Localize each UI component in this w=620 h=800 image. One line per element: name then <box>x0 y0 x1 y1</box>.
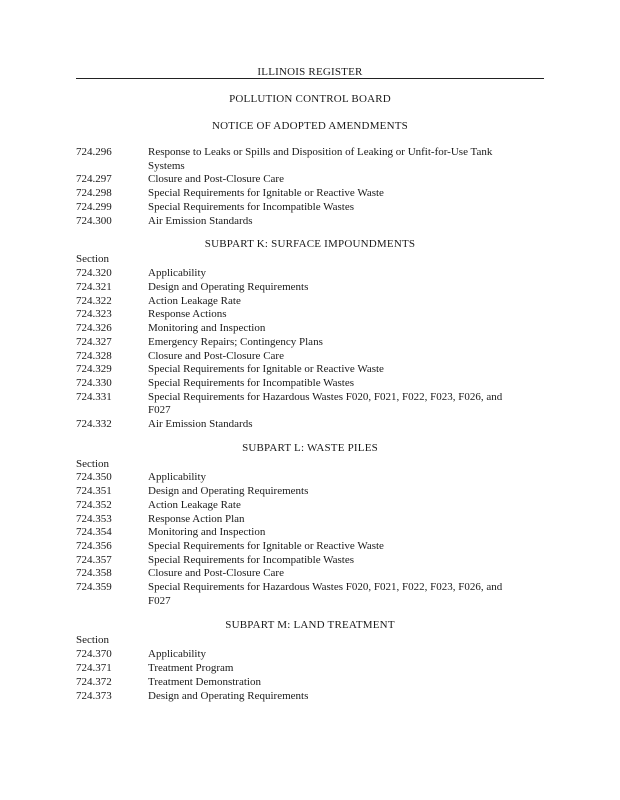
section-number: 724.326 <box>76 322 112 334</box>
section-title: Design and Operating Requirements <box>148 690 309 702</box>
section-number: 724.332 <box>76 418 112 430</box>
list-item-continuation <box>0 594 620 608</box>
section-title-cont: F027 <box>148 404 171 416</box>
list-item <box>0 280 620 294</box>
list-item <box>0 172 620 186</box>
list-item <box>0 214 620 228</box>
list-item-continuation <box>0 159 620 173</box>
section-title: Action Leakage Rate <box>148 499 241 511</box>
list-item <box>0 145 620 159</box>
section-title: Closure and Post-Closure Care <box>148 173 284 185</box>
section-title: Special Requirements for Ignitable or Reactive Waste <box>148 187 384 199</box>
list-item <box>0 647 620 661</box>
list-item <box>0 307 620 321</box>
section-title: Closure and Post-Closure Care <box>148 350 284 362</box>
section-label-row <box>0 633 620 647</box>
register-header: ILLINOIS REGISTER <box>257 66 363 78</box>
section-label: Section <box>76 253 109 265</box>
list-item <box>0 376 620 390</box>
notice-title: NOTICE OF ADOPTED AMENDMENTS <box>212 120 408 132</box>
list-item <box>0 470 620 484</box>
section-title: Special Requirements for Hazardous Wastes F020, F021, F022, F023, F026, and <box>148 581 503 593</box>
header-rule <box>76 78 544 79</box>
board-title: POLLUTION CONTROL BOARD <box>229 93 391 105</box>
section-number: 724.331 <box>76 391 112 403</box>
section-number: 724.359 <box>76 581 112 593</box>
section-title-cont: Systems <box>148 160 185 172</box>
section-title: Closure and Post-Closure Care <box>148 567 284 579</box>
section-number: 724.356 <box>76 540 112 552</box>
list-item <box>0 525 620 539</box>
section-number: 724.321 <box>76 281 112 293</box>
section-title: Action Leakage Rate <box>148 295 241 307</box>
section-title: Special Requirements for Hazardous Wastes F020, F021, F022, F023, F026, and <box>148 391 503 403</box>
section-number: 724.354 <box>76 526 112 538</box>
section-label-row <box>0 457 620 471</box>
list-item <box>0 390 620 404</box>
list-item <box>0 186 620 200</box>
section-number: 724.352 <box>76 499 112 511</box>
section-title: Design and Operating Requirements <box>148 281 309 293</box>
list-item <box>0 266 620 280</box>
section-number: 724.358 <box>76 567 112 579</box>
section-title: Special Requirements for Ignitable or Reactive Waste <box>148 363 384 375</box>
list-item <box>0 580 620 594</box>
list-item <box>0 294 620 308</box>
section-number: 724.323 <box>76 308 112 320</box>
list-item <box>0 689 620 703</box>
section-title: Monitoring and Inspection <box>148 322 266 334</box>
section-title: Design and Operating Requirements <box>148 485 309 497</box>
section-title: Emergency Repairs; Contingency Plans <box>148 336 323 348</box>
list-item <box>0 512 620 526</box>
section-number: 724.357 <box>76 554 112 566</box>
section-number: 724.298 <box>76 187 112 199</box>
section-title: Air Emission Standards <box>148 215 253 227</box>
section-number: 724.328 <box>76 350 112 362</box>
section-number: 724.372 <box>76 676 112 688</box>
section-title: Air Emission Standards <box>148 418 253 430</box>
list-item <box>0 321 620 335</box>
section-title: Special Requirements for Incompatible Wastes <box>148 377 355 389</box>
section-title: Monitoring and Inspection <box>148 526 266 538</box>
section-number: 724.353 <box>76 513 112 525</box>
section-number: 724.299 <box>76 201 112 213</box>
subpart-heading: SUBPART L: WASTE PILES <box>242 442 378 454</box>
section-title-cont: F027 <box>148 595 171 607</box>
list-item <box>0 362 620 376</box>
section-number: 724.350 <box>76 471 112 483</box>
list-item <box>0 675 620 689</box>
section-title: Response Actions <box>148 308 227 320</box>
section-number: 724.296 <box>76 146 112 158</box>
list-item <box>0 661 620 675</box>
section-title: Treatment Program <box>148 662 234 674</box>
list-item <box>0 539 620 553</box>
section-title: Special Requirements for Incompatible Wastes <box>148 554 355 566</box>
section-number: 724.373 <box>76 690 112 702</box>
list-item-continuation <box>0 403 620 417</box>
section-number: 724.370 <box>76 648 112 660</box>
section-title: Special Requirements for Incompatible Wastes <box>148 201 355 213</box>
section-label-row <box>0 252 620 266</box>
section-title: Applicability <box>148 267 207 279</box>
subpart-heading: SUBPART M: LAND TREATMENT <box>225 619 395 631</box>
section-number: 724.322 <box>76 295 112 307</box>
section-title: Response Action Plan <box>148 513 245 525</box>
list-item <box>0 553 620 567</box>
section-title: Special Requirements for Ignitable or Reactive Waste <box>148 540 384 552</box>
list-item <box>0 417 620 431</box>
section-number: 724.330 <box>76 377 112 389</box>
section-number: 724.351 <box>76 485 112 497</box>
section-title: Response to Leaks or Spills and Disposition of Leaking or Unfit-for-Use Tank <box>148 146 493 158</box>
section-label: Section <box>76 634 109 646</box>
section-title: Applicability <box>148 648 207 660</box>
section-title: Treatment Demonstration <box>148 676 261 688</box>
list-item <box>0 566 620 580</box>
section-number: 724.297 <box>76 173 112 185</box>
list-item <box>0 335 620 349</box>
list-item <box>0 349 620 363</box>
section-number: 724.329 <box>76 363 112 375</box>
section-number: 724.300 <box>76 215 112 227</box>
list-item <box>0 200 620 214</box>
subpart-heading: SUBPART K: SURFACE IMPOUNDMENTS <box>204 238 416 250</box>
section-label: Section <box>76 458 109 470</box>
list-item <box>0 498 620 512</box>
list-item <box>0 484 620 498</box>
section-title: Applicability <box>148 471 207 483</box>
section-number: 724.320 <box>76 267 112 279</box>
section-number: 724.371 <box>76 662 112 674</box>
section-number: 724.327 <box>76 336 112 348</box>
